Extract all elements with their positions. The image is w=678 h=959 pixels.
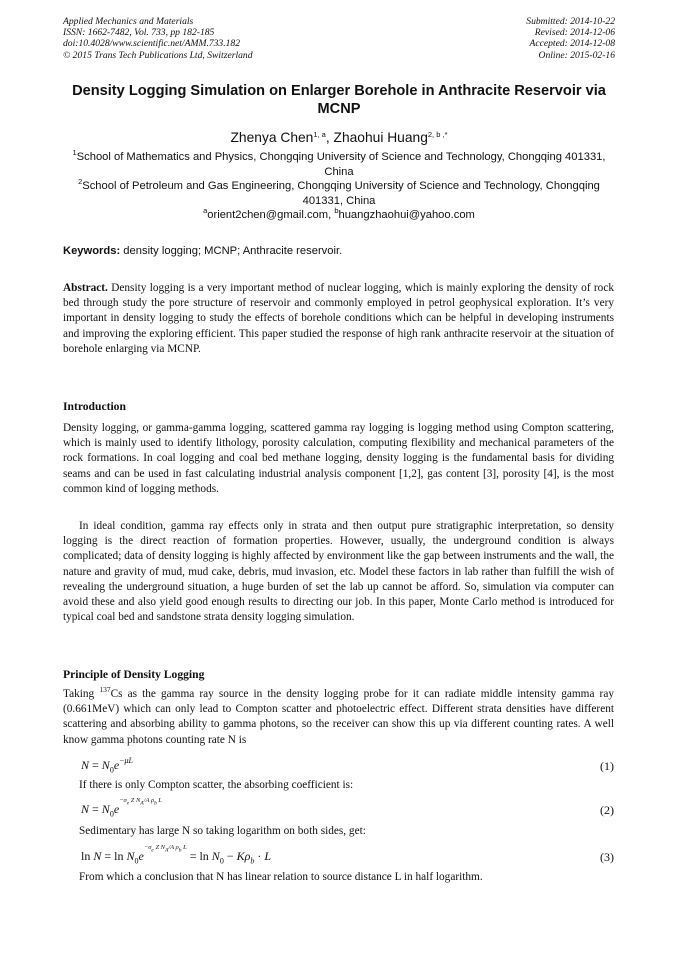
principle-p1-sup: 137	[99, 685, 111, 694]
abstract	[63, 281, 614, 357]
author-2: Zhaohui Huang	[333, 130, 428, 145]
email-b-sup: b	[334, 206, 339, 215]
principle-line-3: Sedimentary has large N so taking logarithm on both sides, get:	[79, 825, 366, 837]
equation-3-number: (3)	[600, 850, 614, 864]
submitted-date: Submitted: 2014-10-22	[526, 16, 615, 27]
equation-1	[63, 754, 614, 776]
doi: doi:10.4028/www.scientific.net/AMM.733.182	[63, 38, 241, 50]
affiliation-1	[60, 150, 618, 179]
principle-p1-pre: Taking	[63, 688, 100, 700]
author-2-sup: 2, b ,*	[427, 130, 448, 139]
introduction-paragraph-1: Density logging, or gamma-gamma logging, scattered gamma ray logging is logging method using Compton scattering, which is mainly used to identify lithology, porosity calculation, computing flexibility and mechanical parameters of the rock formations. In coal logging and coal bed methane logging, density logging is the fundamental basis for dividing seams and can be used in fast calculating industrial analysis component [1,2], gas content [3], porosity [4], is the most common kind of logging methods.	[63, 422, 614, 495]
journal-name: Applied Mechanics and Materials	[63, 16, 194, 27]
equation-1-formula: $N = N_0e^{-\mu L}$	[81, 755, 134, 774]
author-1-sup: 1, a	[313, 130, 326, 139]
equation-2	[63, 796, 614, 820]
introduction-heading: Introduction	[63, 400, 126, 413]
keywords	[63, 244, 342, 258]
affiliation-2-sup: 2	[78, 177, 83, 186]
equation-1-number: (1)	[600, 759, 614, 773]
affiliation-1-sup: 1	[72, 148, 77, 157]
author-separator: ,	[325, 130, 334, 145]
accepted-date: Accepted: 2014-12-08	[529, 38, 615, 50]
equation-3	[63, 842, 614, 867]
online-date: Online: 2015-02-16	[538, 49, 615, 61]
abstract-text: Density logging is a very important method of nuclear logging, which is mainly exploring the density of rock bed through study the pore structure of reservoir and commonly employed in petrol geophysical exploration. It’s very important in density logging to study the effects of borehole conditions which can be helpful in developing instruments and improving the exploring efficient. This paper studied the response of high rank anthracite reservoir at the situation of borehole enlarging via MCNP.	[63, 282, 614, 355]
email-a: orient2chen@gmail.com,	[207, 209, 335, 221]
affiliation-2-text: School of Petroleum and Gas Engineering, Chongqing University of Science and Technology, Chongqing 401331, China	[82, 180, 600, 207]
affiliation-1-text: School of Mathematics and Physics, Chongqing University of Science and Technology, Chongqing 401331, China	[76, 151, 606, 178]
affiliation-2	[60, 179, 618, 208]
issn: ISSN: 1662-7482, Vol. 733, pp 182-185	[63, 27, 215, 39]
author-1: Zhenya Chen	[230, 130, 314, 145]
introduction-paragraph-2: In ideal condition, gamma ray effects only in strata and then output pure stratigraphic interpretation, so density logging is the direct reaction of formation properties. However, usually, the underground condition is always complicated; data of density logging is highly affected by environment like the gap between instruments and the wall, the nature and gravity of mud, mud cake, debris, mud invasion, etc. Model these factors in lab rather than fulfill the wish of revealing the underground situation, a huge burden of set the lab up cannot be afford. So, simulation via computer can avoid these and also yield good enough results to directing our job. In this paper, Monte Carlo method is introduced for typical coal bed and sandstone strata density logging simulation.	[63, 520, 614, 624]
dates-info	[526, 16, 615, 61]
keywords-label: Keywords:	[63, 245, 121, 257]
paper-title: Density Logging Simulation on Enlarger Borehole in Anthracite Reservoir via MCNP	[72, 83, 606, 117]
equation-2-number: (2)	[600, 803, 614, 817]
abstract-label: Abstract.	[63, 282, 108, 294]
email-a-sup: a	[203, 206, 208, 215]
principle-line-4: From which a conclusion that N has linear relation to source distance L in half logarithm.	[79, 871, 483, 883]
equation-2-formula: $N = N_0e^{-\sigma_e Z N_A/A \rho_b L}$	[81, 796, 163, 818]
author-line	[0, 130, 678, 146]
principle-p1-post: Cs as the gamma ray source in the density logging probe for it can radiate middle intensity gamma ray (0.661MeV) which can only lead to Compton scatter and photoelectric effect. Different strata densities have different scattering and absorbing ability to gamma photons, so the receiver can show this up via different counting rates. A well know gamma photons counting rate N is	[63, 688, 614, 746]
principle-line-2: If there is only Compton scatter, the absorbing coefficient is:	[79, 779, 354, 791]
principle-paragraph-1	[63, 687, 614, 748]
revised-date: Revised: 2014-12-06	[534, 27, 615, 39]
keywords-text: density logging; MCNP; Anthracite reservoir.	[120, 245, 343, 257]
email-b: huangzhaohui@yahoo.com	[338, 209, 475, 221]
email-line	[0, 208, 678, 222]
equation-3-formula: $\ln N = \ln N_0e^{-\sigma_e Z N_A/A \rho_b L} = \ln N_0 - K\rho_b \cdot L$	[81, 843, 272, 865]
journal-info	[63, 16, 253, 61]
principle-heading: Principle of Density Logging	[63, 668, 205, 681]
copyright: © 2015 Trans Tech Publications Ltd, Switzerland	[63, 49, 253, 61]
